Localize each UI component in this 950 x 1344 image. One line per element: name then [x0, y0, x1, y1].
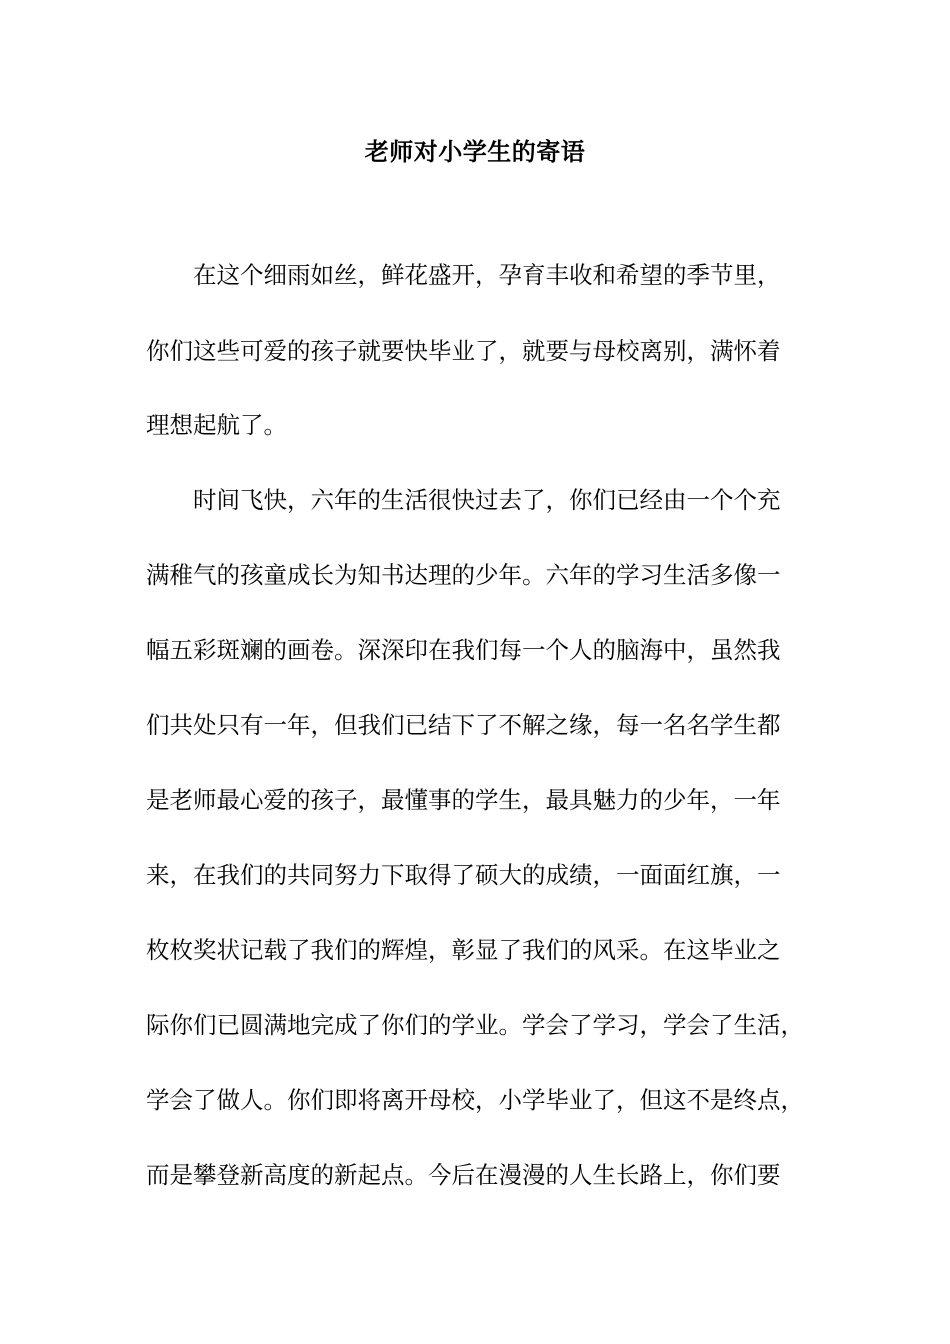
paragraph-1-line-3: 理想起航了。 [146, 411, 287, 439]
paragraph-2-line-2: 满稚气的孩童成长为知书达理的少年。六年的学习生活多像一 [146, 561, 781, 589]
paragraph-2-line-9: 学会了做人。你们即将离开母校，小学毕业了，但这不是终点， [146, 1086, 804, 1114]
document-title: 老师对小学生的寄语 [364, 137, 586, 166]
paragraph-2-line-1: 时间飞快，六年的生活很快过去了，你们已经由一个个充 [193, 486, 781, 514]
paragraph-2-line-4: 们共处只有一年，但我们已结下了不解之缘，每一名名学生都 [146, 711, 781, 739]
paragraph-2-line-8: 际你们已圆满地完成了你们的学业。学会了学习，学会了生活， [146, 1011, 804, 1039]
paragraph-2-line-7: 枚枚奖状记载了我们的辉煌，彰显了我们的风采。在这毕业之 [146, 936, 781, 964]
paragraph-1-line-1: 在这个细雨如丝，鲜花盛开，孕育丰收和希望的季节里， [193, 261, 781, 289]
paragraph-1-line-2: 你们这些可爱的孩子就要快毕业了，就要与母校离别，满怀着 [146, 337, 781, 365]
paragraph-2-line-6: 来，在我们的共同努力下取得了硕大的成绩，一面面红旗，一 [146, 861, 781, 889]
paragraph-2-line-3: 幅五彩斑斓的画卷。深深印在我们每一个人的脑海中，虽然我 [146, 636, 781, 664]
paragraph-2-line-5: 是老师最心爱的孩子，最懂事的学生，最具魅力的少年，一年 [146, 786, 781, 814]
paragraph-2-line-10: 而是攀登新高度的新起点。今后在漫漫的人生长路上，你们要 [146, 1161, 781, 1189]
